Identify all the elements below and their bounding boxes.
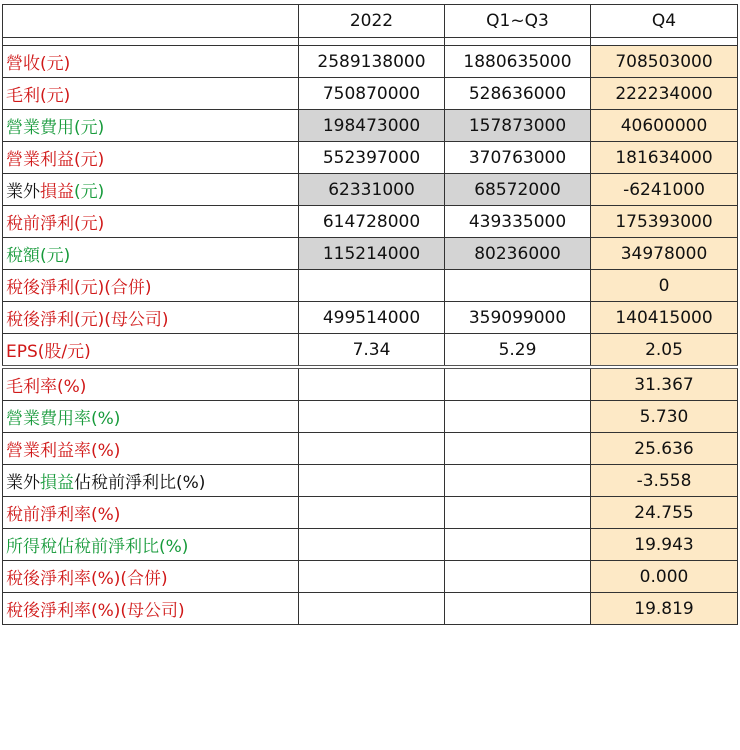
row-label-segment: 業外 [6,473,40,493]
value-2022-cell [299,401,445,433]
row-label [3,238,299,270]
value-q1-q3-cell [445,561,591,593]
value-q1-q3-cell [445,401,591,433]
value-q4-cell: 5.730 [591,401,738,433]
table-row [3,302,738,334]
value-q4-cell: 181634000 [591,142,738,174]
value-2022-cell: 499514000 [299,302,445,334]
value-2022-cell: 750870000 [299,78,445,110]
value-q4-cell: 708503000 [591,46,738,78]
value-q1-q3-cell [445,497,591,529]
row-label-segment: 稅後淨利率(%)(合併) [6,569,168,589]
value-q1-q3-cell: 528636000 [445,78,591,110]
value-q4-cell: 0 [591,270,738,302]
value-2022-cell: 7.34 [299,334,445,368]
row-label-segment: 營業費用率(%) [6,409,121,429]
value-q1-q3-cell [445,529,591,561]
row-label [3,401,299,433]
spacer-cell [299,38,445,46]
value-2022-cell [299,593,445,625]
value-q4-cell: 25.636 [591,433,738,465]
value-q1-q3-cell [445,367,591,401]
value-q4-cell: 19.943 [591,529,738,561]
header-row [3,5,738,38]
value-2022-cell: 115214000 [299,238,445,270]
header-q1-q3: Q1~Q3 [445,5,591,38]
value-q4-cell: -6241000 [591,174,738,206]
value-2022-cell [299,497,445,529]
row-label-segment: 稅後淨利(元)(母公司) [6,310,169,330]
table-row [3,529,738,561]
value-q4-cell: 222234000 [591,78,738,110]
value-q4-cell: 34978000 [591,238,738,270]
value-q4-cell: 0.000 [591,561,738,593]
value-2022-cell: 2589138000 [299,46,445,78]
table-row [3,497,738,529]
row-label [3,334,299,368]
value-q1-q3-cell [445,270,591,302]
row-label [3,78,299,110]
row-label-segment: 毛利(元) [6,86,71,106]
row-label [3,367,299,401]
spacer-row [3,38,738,46]
row-label [3,142,299,174]
value-q1-q3-cell: 359099000 [445,302,591,334]
value-2022-cell [299,367,445,401]
value-q4-cell: 2.05 [591,334,738,368]
value-q1-q3-cell: 1880635000 [445,46,591,78]
value-2022-cell: 614728000 [299,206,445,238]
value-q4-cell: 40600000 [591,110,738,142]
row-label-segment: 損益 [40,182,74,202]
table-row [3,401,738,433]
row-label-segment: 損益 [40,473,74,493]
header-blank-cell [3,5,299,38]
value-q1-q3-cell: 370763000 [445,142,591,174]
row-label [3,529,299,561]
table-row [3,367,738,401]
row-label-segment: 稅額(元) [6,246,71,266]
table-row [3,593,738,625]
row-label-segment: 所得稅佔稅前淨利比(%) [6,537,189,557]
value-2022-cell: 552397000 [299,142,445,174]
value-q4-cell: -3.558 [591,465,738,497]
value-q1-q3-cell: 68572000 [445,174,591,206]
table-row [3,110,738,142]
row-label [3,302,299,334]
row-label [3,593,299,625]
row-label-segment: (元) [74,182,105,202]
row-label-segment: 佔稅前淨利比(%) [74,473,206,493]
value-q1-q3-cell [445,465,591,497]
value-q1-q3-cell: 439335000 [445,206,591,238]
row-label-segment: 稅後淨利率(%)(母公司) [6,601,185,621]
spacer-cell [445,38,591,46]
value-q1-q3-cell [445,433,591,465]
table-row [3,174,738,206]
header-q4: Q4 [591,5,738,38]
table-row [3,78,738,110]
value-q4-cell: 24.755 [591,497,738,529]
table-row [3,206,738,238]
value-2022-cell [299,529,445,561]
value-q4-cell: 31.367 [591,367,738,401]
spacer-cell [591,38,738,46]
row-label-segment: 營業費用(元) [6,118,105,138]
row-label [3,110,299,142]
row-label-segment: 營業利益(元) [6,150,105,170]
table-row [3,270,738,302]
financial-table [2,4,738,625]
value-q1-q3-cell [445,593,591,625]
table-row [3,334,738,368]
row-label-segment: EPS(股/元) [6,342,91,362]
value-q1-q3-cell: 80236000 [445,238,591,270]
value-2022-cell [299,433,445,465]
financial-table-body [3,5,738,625]
spacer-cell [3,38,299,46]
header-2022: 2022 [299,5,445,38]
row-label-segment: 營業利益率(%) [6,441,121,461]
table-row [3,433,738,465]
table-row [3,561,738,593]
row-label-segment: 稅後淨利(元)(合併) [6,278,152,298]
value-2022-cell [299,270,445,302]
value-q4-cell: 19.819 [591,593,738,625]
row-label [3,433,299,465]
row-label [3,46,299,78]
row-label-segment: 稅前淨利(元) [6,214,105,234]
value-q4-cell: 175393000 [591,206,738,238]
value-2022-cell [299,465,445,497]
table-row [3,465,738,497]
value-q4-cell: 140415000 [591,302,738,334]
value-q1-q3-cell: 5.29 [445,334,591,368]
row-label-segment: 毛利率(%) [6,377,87,397]
value-2022-cell: 198473000 [299,110,445,142]
row-label [3,270,299,302]
row-label-segment: 業外 [6,182,40,202]
value-2022-cell [299,561,445,593]
row-label [3,561,299,593]
value-2022-cell: 62331000 [299,174,445,206]
row-label [3,465,299,497]
row-label [3,206,299,238]
table-row [3,46,738,78]
row-label-segment: 營收(元) [6,54,71,74]
table-row [3,142,738,174]
table-row [3,238,738,270]
row-label [3,174,299,206]
row-label-segment: 稅前淨利率(%) [6,505,121,525]
row-label [3,497,299,529]
value-q1-q3-cell: 157873000 [445,110,591,142]
